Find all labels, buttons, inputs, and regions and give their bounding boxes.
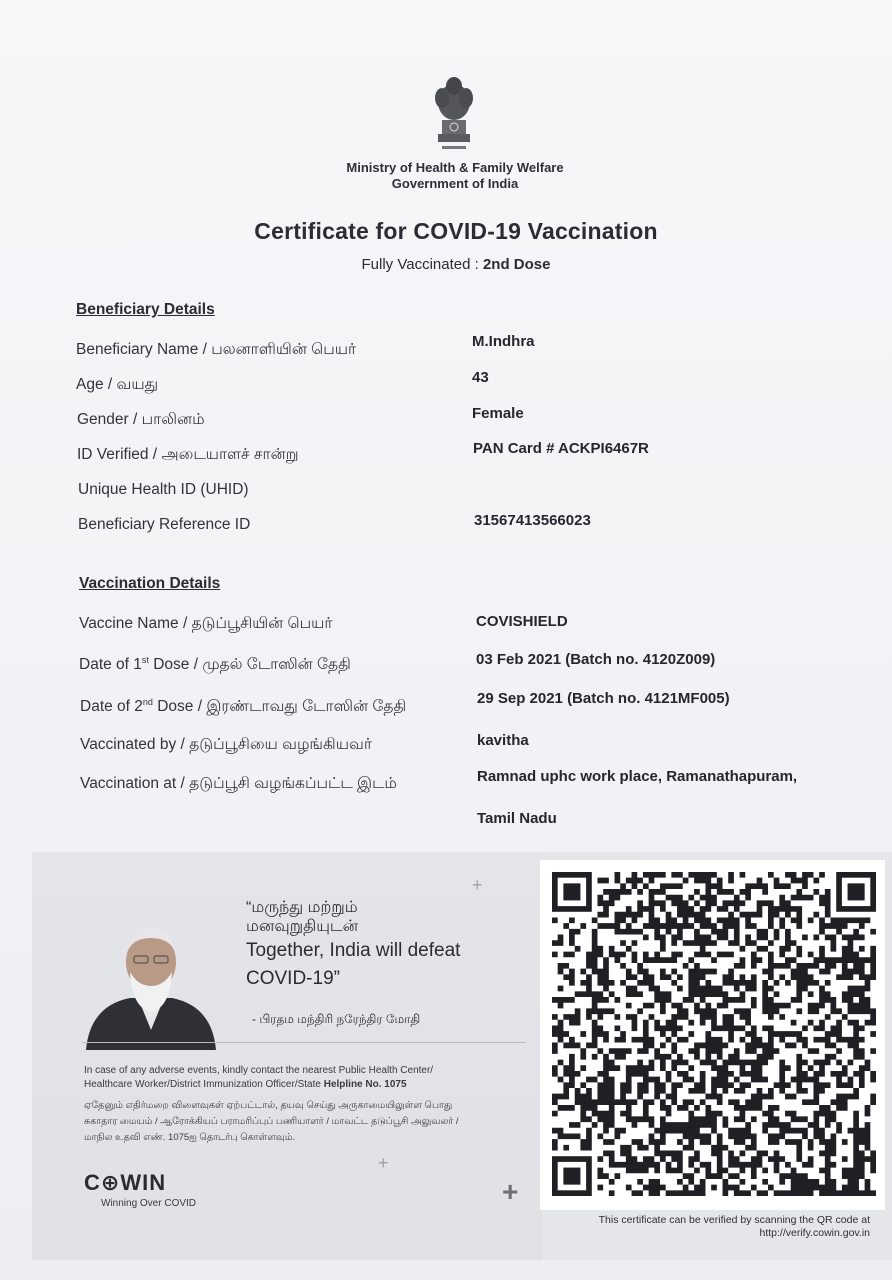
pm-quote	[246, 898, 546, 992]
vaccination-status	[270, 256, 642, 273]
gender-label: Gender / பாலினம்	[77, 411, 205, 428]
portrait-photo	[82, 910, 220, 1050]
vaccinated-by-label: Vaccinated by / தடுப்பூசியை வழங்கியவர்	[80, 736, 372, 753]
adverse-ta-line3: மாநில உதவி எண். 1075ஐ தொடர்பு கொள்ளவும்.	[84, 1132, 296, 1143]
footer-left-panel	[32, 852, 542, 1260]
qr-code-panel	[540, 860, 885, 1210]
vaccinated-at-line2: Tamil Nadu	[477, 810, 557, 827]
national-emblem-icon	[428, 72, 480, 156]
uhid-label: Unique Health ID (UHID)	[78, 481, 249, 498]
cowin-plus-icon: ⊕	[100, 1170, 121, 1195]
vaccinated-by-value: kavitha	[477, 732, 529, 749]
adverse-events-notice	[84, 1064, 554, 1092]
beneficiary-name-label: Beneficiary Name / பலனாளியின் பெயர்	[76, 341, 357, 358]
adverse-line1: In case of any adverse events, kindly contact the nearest Public Health Center/	[84, 1065, 434, 1076]
plus-decor-icon: +	[472, 875, 483, 895]
gender-value: Female	[472, 405, 524, 422]
cowin-logo: C⊕WIN	[84, 1170, 167, 1195]
reference-id-label: Beneficiary Reference ID	[78, 516, 251, 533]
ministry-line1: Ministry of Health & Family Welfare	[346, 160, 564, 175]
plus-decor-icon: +	[502, 1176, 519, 1207]
quote-attribution: - பிரதம மந்திரி நரேந்திர மோதி	[252, 1012, 421, 1026]
dose2-date-value: 29 Sep 2021 (Batch no. 4121MF005)	[477, 690, 730, 707]
vaccine-name-value: COVISHIELD	[476, 613, 568, 630]
status-value: 2nd Dose	[482, 256, 551, 273]
ministry-line2: Government of India	[391, 176, 519, 191]
adverse-ta-line1: ஏதேனும் எதிர்மறை விளைவுகள் ஏற்பட்டால், தயவு செய்து அருகாமையிலுள்ள பொது	[84, 1100, 453, 1111]
quote-tamil-line1: “மருந்து மற்றும்	[246, 899, 358, 916]
verify-line1: This certificate can be verified by scanning the QR code at	[598, 1214, 870, 1226]
dose1-date-label: Date of 1st Dose / முதல் டோஸின் தேதி	[79, 655, 351, 674]
dose2-date-label: Date of 2nd Dose / இரண்டாவது டோஸின் தேதி	[80, 697, 407, 716]
qr-code-icon	[552, 872, 876, 1196]
id-verified-value: PAN Card # ACKPI6467R	[473, 440, 649, 457]
adverse-events-notice-tamil	[84, 1098, 524, 1146]
dose1-date-value: 03 Feb 2021 (Batch no. 4120Z009)	[476, 651, 716, 668]
footer-divider	[82, 1042, 526, 1043]
vaccination-details-heading: Vaccination Details	[79, 575, 221, 592]
status-prefix: Fully Vaccinated :	[361, 256, 483, 273]
plus-decor-icon: +	[378, 1153, 389, 1173]
vaccinated-at-line1: Ramnad uphc work place, Ramanathapuram,	[477, 768, 798, 785]
age-value: 43	[472, 369, 489, 386]
beneficiary-name-value: M.Indhra	[472, 333, 535, 350]
vaccinated-at-label: Vaccination at / தடுப்பூசி வழங்கப்பட்ட இடம்	[80, 775, 397, 792]
adverse-line2: Healthcare Worker/District Immunization Officer/State Helpline No. 1075	[84, 1079, 407, 1090]
age-label: Age / வயது	[76, 376, 159, 393]
quote-english-line1: Together, India will defeat	[246, 940, 461, 961]
quote-english-line2: COVID-19”	[246, 968, 340, 989]
adverse-ta-line2: சுகாதார மையம் / ஆரோக்கியப் பராமரிப்புப் பணியாளர் / மாவட்ட தடுப்பூசி அலுவலர் /	[84, 1116, 459, 1127]
cowin-tagline: Winning Over COVID	[101, 1198, 197, 1209]
id-verified-label: ID Verified / அடையாளச் சான்று	[77, 446, 299, 463]
reference-id-value: 31567413566023	[474, 512, 591, 529]
quote-tamil-line2: மனவுறுதியுடன்	[246, 918, 359, 935]
certificate-title: Certificate for COVID-19 Vaccination	[254, 218, 658, 244]
helpline-number: Helpline No. 1075	[323, 1079, 407, 1090]
vaccine-name-label: Vaccine Name / தடுப்பூசியின் பெயர்	[79, 615, 333, 632]
verify-url: http://verify.cowin.gov.in	[759, 1227, 870, 1239]
ministry-heading	[250, 160, 660, 192]
verify-note	[520, 1214, 870, 1240]
beneficiary-details-heading: Beneficiary Details	[76, 301, 215, 318]
